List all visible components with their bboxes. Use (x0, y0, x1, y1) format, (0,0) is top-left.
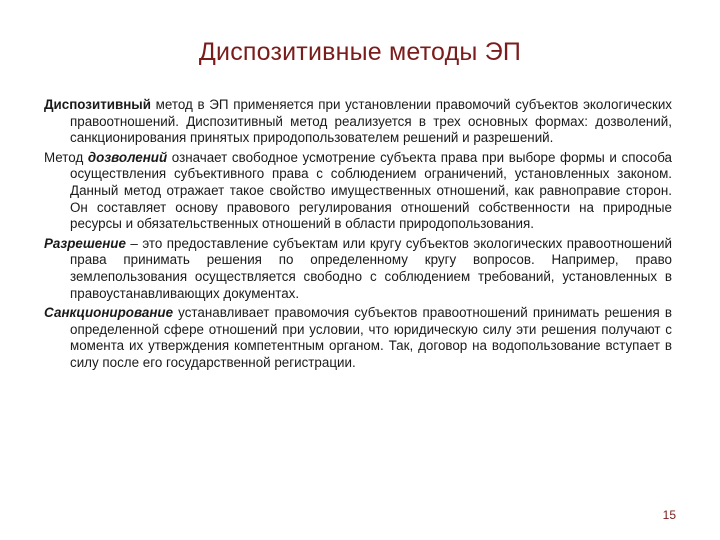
paragraph-lead: Метод (44, 149, 88, 165)
paragraph-text: устанавливает правомочия субъектов правоотношений принимать решения в определенной сфере отношений при условии, что юридическую силу эти решения получают с момента их утверждения компетентным органом. Так, договор на водопользование вступает в силу после его государственной регистрации. (70, 305, 672, 370)
term-permissions: дозволений (87, 149, 168, 165)
page-number: 15 (662, 508, 676, 522)
slide-title: Диспозитивные методы ЭП (198, 38, 522, 66)
paragraph-text: – это предоставление субъектам или кругу субъектов экологических правоотношений права принимать решения по определенному кругу вопросов. Например, право землепользования осуществляется свободно с соблюдением требований, установленных в правоустанавливающих документах. (70, 235, 672, 301)
slide-body (44, 97, 672, 375)
term-authorization: Разрешение (44, 235, 126, 251)
term-dispositive: Диспозитивный (44, 97, 151, 112)
paragraph-dispositive-method (44, 97, 672, 147)
paragraph-sanctioning (44, 305, 672, 371)
paragraph-text: метод в ЭП применяется при установлении правомочий субъектов экологических правоотношений. Диспозитивный метод реализуется в трех основных формах: дозволений, санкционирования принятых природопользователем решений и разрешений. (70, 97, 672, 146)
paragraph-authorization (44, 236, 672, 302)
term-sanctioning: Санкционирование (44, 305, 174, 321)
paragraph-text: означает свободное усмотрение субъекта права при выборе формы и способа осуществления субъективного права с соблюдением ограничений, установленных законом. Данный метод отражает такое свойство имущественных отношений, как равноправие сторон. Он составляет основу правового регулирования отношений собственности на природные ресурсы и обязательственных отношений в области природопользования. (70, 149, 672, 232)
paragraph-permissions-method (44, 150, 672, 233)
